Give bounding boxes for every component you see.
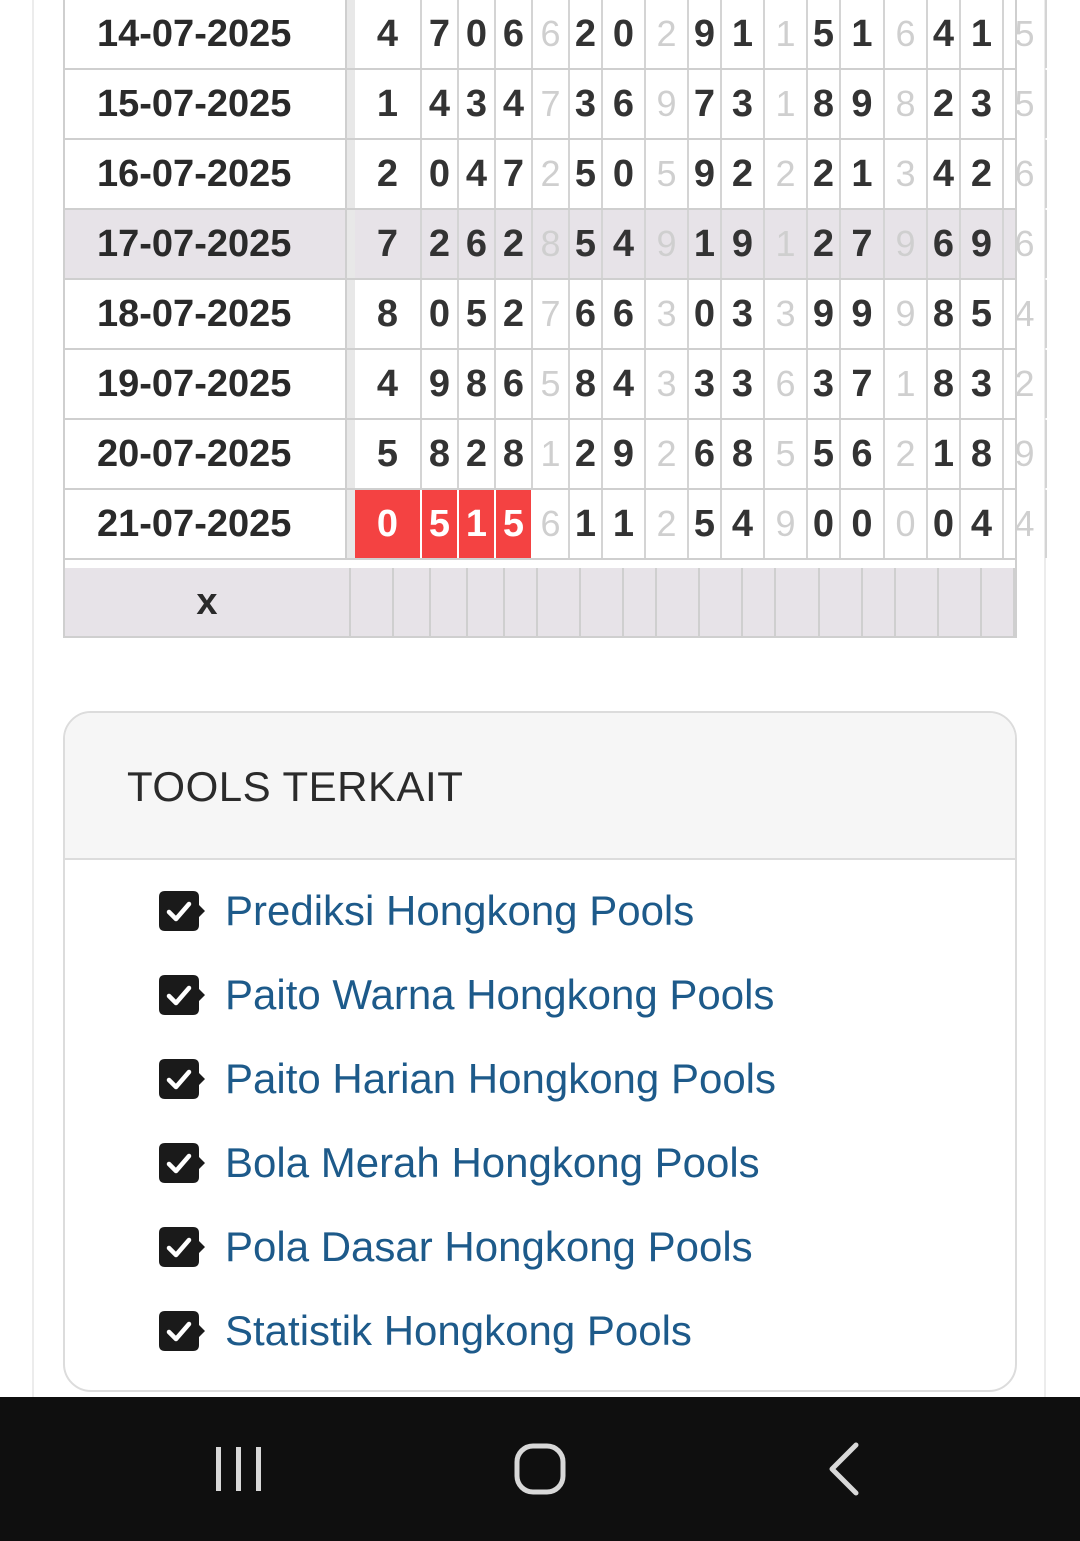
paito-digit-cell: 2 [961, 140, 1004, 208]
paito-digit-cell: 6 [1004, 140, 1047, 208]
paito-digit-cell: 5 [1004, 70, 1047, 138]
paito-digit-cell: 7 [533, 70, 570, 138]
paito-digit-cell: 2 [765, 140, 808, 208]
paito-digit-cell: 1 [722, 0, 765, 68]
paito-digit-cell: 0 [603, 140, 646, 208]
paito-digit-cell: 8 [961, 420, 1004, 488]
paito-digit-cell: 3 [722, 350, 765, 418]
paito-digit-cell: 2 [459, 420, 496, 488]
paito-digit-cell: 9 [722, 210, 765, 278]
paito-digit-cell: 8 [928, 280, 961, 348]
paito-digit-cell: 9 [646, 210, 689, 278]
paito-digit-cell: 6 [496, 350, 533, 418]
paito-digit-cell: 6 [765, 350, 808, 418]
paito-digit-cell: 6 [841, 420, 885, 488]
paito-separator [347, 140, 355, 208]
paito-footer-cell [939, 568, 982, 636]
paito-footer-cell [351, 568, 394, 636]
tool-item[interactable] [159, 885, 979, 945]
paito-digit-cell: 7 [689, 70, 722, 138]
paito-digit-cell: 1 [885, 350, 928, 418]
paito-digit-cell: 3 [961, 350, 1004, 418]
paito-digit-cell: 2 [570, 420, 603, 488]
paito-digit-cell: 4 [603, 210, 646, 278]
paito-footer-cell [394, 568, 431, 636]
paito-digit-cell: 3 [646, 350, 689, 418]
paito-digit-cell: 2 [1004, 350, 1047, 418]
paito-digit-cell: 5 [765, 420, 808, 488]
paito-separator [347, 210, 355, 278]
paito-digit-cell: 7 [841, 350, 885, 418]
paito-digit-cell: 9 [422, 350, 459, 418]
paito-date-cell: 14-07-2025 [65, 0, 347, 68]
paito-separator [347, 280, 355, 348]
paito-date-cell: 16-07-2025 [65, 140, 347, 208]
paito-digit-cell: 2 [808, 140, 841, 208]
paito-digit-cell: 9 [1004, 420, 1047, 488]
paito-digit-cell: 1 [841, 140, 885, 208]
paito-digit-cell: 1 [961, 0, 1004, 68]
paito-digit-cell: 5 [533, 350, 570, 418]
paito-digit-cell: 6 [459, 210, 496, 278]
paito-digit-cell: 0 [841, 490, 885, 558]
paito-digit-cell: 6 [496, 0, 533, 68]
paito-digit-cell: 9 [841, 280, 885, 348]
paito-digit-cell: 9 [841, 70, 885, 138]
paito-footer-cell [700, 568, 743, 636]
paito-digit-cell: 4 [1004, 280, 1047, 348]
paito-digit-cell: 7 [355, 210, 422, 278]
paito-digit-cell: 8 [533, 210, 570, 278]
paito-digit-cell: 6 [928, 210, 961, 278]
paito-footer-cell [982, 568, 1015, 636]
paito-digit-cell: 0 [422, 280, 459, 348]
paito-footer-cell [468, 568, 505, 636]
paito-digit-cell: 3 [808, 350, 841, 418]
paito-digit-cell: 3 [722, 70, 765, 138]
tool-link[interactable]: Paito Warna Hongkong Pools [225, 971, 775, 1018]
paito-digit-cell: 7 [533, 280, 570, 348]
tool-item[interactable] [159, 969, 979, 1029]
paito-digit-cell: 8 [928, 350, 961, 418]
paito-digit-cell: 0 [422, 140, 459, 208]
paito-date-cell: 19-07-2025 [65, 350, 347, 418]
paito-digit-cell: 5 [570, 210, 603, 278]
paito-digit-cell: 1 [533, 420, 570, 488]
paito-digit-cell: 0 [689, 280, 722, 348]
paito-row [65, 0, 1035, 70]
paito-date-cell: 15-07-2025 [65, 70, 347, 138]
paito-digit-cell: 2 [928, 70, 961, 138]
paito-digit-cell: 9 [885, 280, 928, 348]
paito-digit-cell-highlighted: 1 [459, 490, 496, 558]
paito-row [65, 420, 1035, 490]
paito-footer-cell [505, 568, 538, 636]
paito-digit-cell: 8 [885, 70, 928, 138]
paito-digit-cell: 1 [765, 70, 808, 138]
paito-digit-cell: 1 [765, 0, 808, 68]
paito-row [65, 210, 1035, 280]
paito-digit-cell: 2 [808, 210, 841, 278]
paito-digit-cell: 2 [646, 490, 689, 558]
paito-digit-cell: 3 [885, 140, 928, 208]
paito-digit-cell: 2 [722, 140, 765, 208]
paito-footer-cell [581, 568, 624, 636]
paito-digit-cell: 1 [689, 210, 722, 278]
tool-link[interactable]: Bola Merah Hongkong Pools [225, 1139, 760, 1186]
tool-link[interactable]: Statistik Hongkong Pools [225, 1307, 692, 1354]
paito-digit-cell: 3 [961, 70, 1004, 138]
paito-digit-cell: 9 [689, 140, 722, 208]
paito-footer-cell [657, 568, 700, 636]
paito-digit-cell: 6 [603, 280, 646, 348]
paito-digit-cell: 6 [1004, 210, 1047, 278]
paito-date-cell: 17-07-2025 [65, 210, 347, 278]
home-icon [504, 1433, 576, 1505]
paito-digit-cell: 2 [570, 0, 603, 68]
paito-digit-cell: 4 [496, 70, 533, 138]
paito-digit-cell: 7 [496, 140, 533, 208]
paito-row [65, 350, 1035, 420]
tool-item[interactable] [159, 1221, 979, 1281]
paito-separator [347, 490, 355, 558]
tool-link[interactable]: Paito Harian Hongkong Pools [225, 1055, 777, 1102]
paito-digit-cell: 7 [841, 210, 885, 278]
paito-digit-cell: 2 [885, 420, 928, 488]
paito-footer-cell [896, 568, 939, 636]
paito-digit-cell: 6 [533, 490, 570, 558]
paito-digit-cell: 6 [533, 0, 570, 68]
paito-digit-cell: 1 [603, 490, 646, 558]
paito-digit-cell: 4 [459, 140, 496, 208]
paito-digit-cell: 2 [646, 0, 689, 68]
paito-digit-cell: 4 [422, 70, 459, 138]
paito-digit-cell: 2 [496, 210, 533, 278]
paito-row [65, 140, 1035, 210]
paito-digit-cell: 2 [422, 210, 459, 278]
paito-digit-cell: 9 [808, 280, 841, 348]
recent-apps-button[interactable] [202, 1433, 274, 1505]
paito-digit-cell: 8 [496, 420, 533, 488]
paito-footer-cell [538, 568, 581, 636]
recent-apps-icon [202, 1433, 274, 1505]
checkbox-checked-icon [159, 975, 205, 1015]
paito-digit-cell: 8 [808, 70, 841, 138]
paito-digit-cell: 5 [1004, 0, 1047, 68]
paito-digit-cell: 9 [603, 420, 646, 488]
paito-digit-cell: 4 [928, 0, 961, 68]
paito-date-cell: 20-07-2025 [65, 420, 347, 488]
paito-digit-cell: 4 [1004, 490, 1047, 558]
checkbox-checked-icon [159, 891, 205, 931]
tool-link[interactable]: Pola Dasar Hongkong Pools [225, 1223, 753, 1270]
paito-digit-cell: 0 [603, 0, 646, 68]
paito-separator [347, 70, 355, 138]
paito-digit-cell: 4 [961, 490, 1004, 558]
paito-row [65, 70, 1035, 140]
paito-digit-cell: 5 [459, 280, 496, 348]
paito-digit-cell: 4 [603, 350, 646, 418]
paito-digit-cell: 9 [689, 0, 722, 68]
tool-item[interactable] [159, 1053, 979, 1113]
paito-digit-cell: 0 [885, 490, 928, 558]
paito-footer-cell [820, 568, 863, 636]
paito-date-cell: 21-07-2025 [65, 490, 347, 558]
paito-digit-cell: 9 [885, 210, 928, 278]
checkbox-checked-icon [159, 1143, 205, 1183]
paito-digit-cell: 1 [765, 210, 808, 278]
tools-card [63, 711, 1017, 1392]
tools-card-title: TOOLS TERKAIT [127, 763, 464, 810]
paito-digit-cell-highlighted: 5 [422, 490, 459, 558]
paito-digit-cell: 1 [570, 490, 603, 558]
paito-digit-cell-highlighted: 0 [355, 490, 422, 558]
tool-item[interactable] [159, 1137, 979, 1197]
paito-digit-cell: 2 [355, 140, 422, 208]
paito-digit-cell: 2 [646, 420, 689, 488]
paito-footer-label: x [65, 568, 351, 636]
back-button[interactable] [806, 1433, 878, 1505]
paito-digit-cell: 6 [689, 420, 722, 488]
paito-digit-cell: 5 [570, 140, 603, 208]
paito-footer-cell [624, 568, 657, 636]
paito-digit-cell: 3 [765, 280, 808, 348]
paito-digit-cell: 8 [570, 350, 603, 418]
paito-digit-cell: 3 [459, 70, 496, 138]
paito-digit-cell: 8 [459, 350, 496, 418]
checkbox-checked-icon [159, 1227, 205, 1267]
paito-digit-cell: 3 [570, 70, 603, 138]
paito-digit-cell: 3 [646, 280, 689, 348]
paito-digit-cell: 0 [928, 490, 961, 558]
paito-footer-cell [863, 568, 896, 636]
paito-digit-cell: 9 [765, 490, 808, 558]
paito-separator [347, 420, 355, 488]
paito-date-cell: 18-07-2025 [65, 280, 347, 348]
android-navigation-bar [0, 1397, 1080, 1541]
paito-digit-cell: 4 [722, 490, 765, 558]
paito-digit-cell: 5 [646, 140, 689, 208]
paito-digit-cell: 3 [689, 350, 722, 418]
checkbox-checked-icon [159, 1311, 205, 1351]
tools-card-header [65, 713, 1015, 860]
paito-digit-cell: 4 [355, 0, 422, 68]
paito-digit-cell: 8 [422, 420, 459, 488]
paito-digit-cell: 0 [459, 0, 496, 68]
paito-digit-cell: 4 [355, 350, 422, 418]
paito-digit-cell: 4 [928, 140, 961, 208]
paito-separator [347, 0, 355, 68]
paito-digit-cell: 1 [841, 0, 885, 68]
tool-item[interactable] [159, 1305, 979, 1365]
paito-digit-cell: 1 [355, 70, 422, 138]
home-button[interactable] [504, 1433, 576, 1505]
paito-digit-cell: 1 [928, 420, 961, 488]
paito-digit-cell: 5 [355, 420, 422, 488]
paito-separator [347, 350, 355, 418]
paito-digit-cell: 3 [722, 280, 765, 348]
paito-table [63, 0, 1035, 638]
checkbox-checked-icon [159, 1059, 205, 1099]
paito-digit-cell: 2 [496, 280, 533, 348]
paito-row [65, 490, 1035, 560]
paito-digit-cell: 8 [355, 280, 422, 348]
paito-footer-cell [431, 568, 468, 636]
paito-digit-cell: 8 [722, 420, 765, 488]
paito-footer-cell [776, 568, 820, 636]
paito-digit-cell: 5 [689, 490, 722, 558]
paito-digit-cell: 6 [570, 280, 603, 348]
paito-digit-cell: 5 [808, 0, 841, 68]
paito-digit-cell: 9 [961, 210, 1004, 278]
paito-footer-cell [743, 568, 776, 636]
paito-footer-row [65, 568, 1015, 636]
paito-digit-cell-highlighted: 5 [496, 490, 533, 558]
tool-link[interactable]: Prediksi Hongkong Pools [225, 887, 695, 934]
paito-digit-cell: 5 [808, 420, 841, 488]
paito-digit-cell: 7 [422, 0, 459, 68]
paito-digit-cell: 5 [961, 280, 1004, 348]
paito-digit-cell: 6 [603, 70, 646, 138]
back-icon [806, 1433, 878, 1505]
paito-digit-cell: 9 [646, 70, 689, 138]
paito-digit-cell: 0 [808, 490, 841, 558]
paito-row [65, 280, 1035, 350]
paito-digit-cell: 6 [885, 0, 928, 68]
paito-digit-cell: 2 [533, 140, 570, 208]
